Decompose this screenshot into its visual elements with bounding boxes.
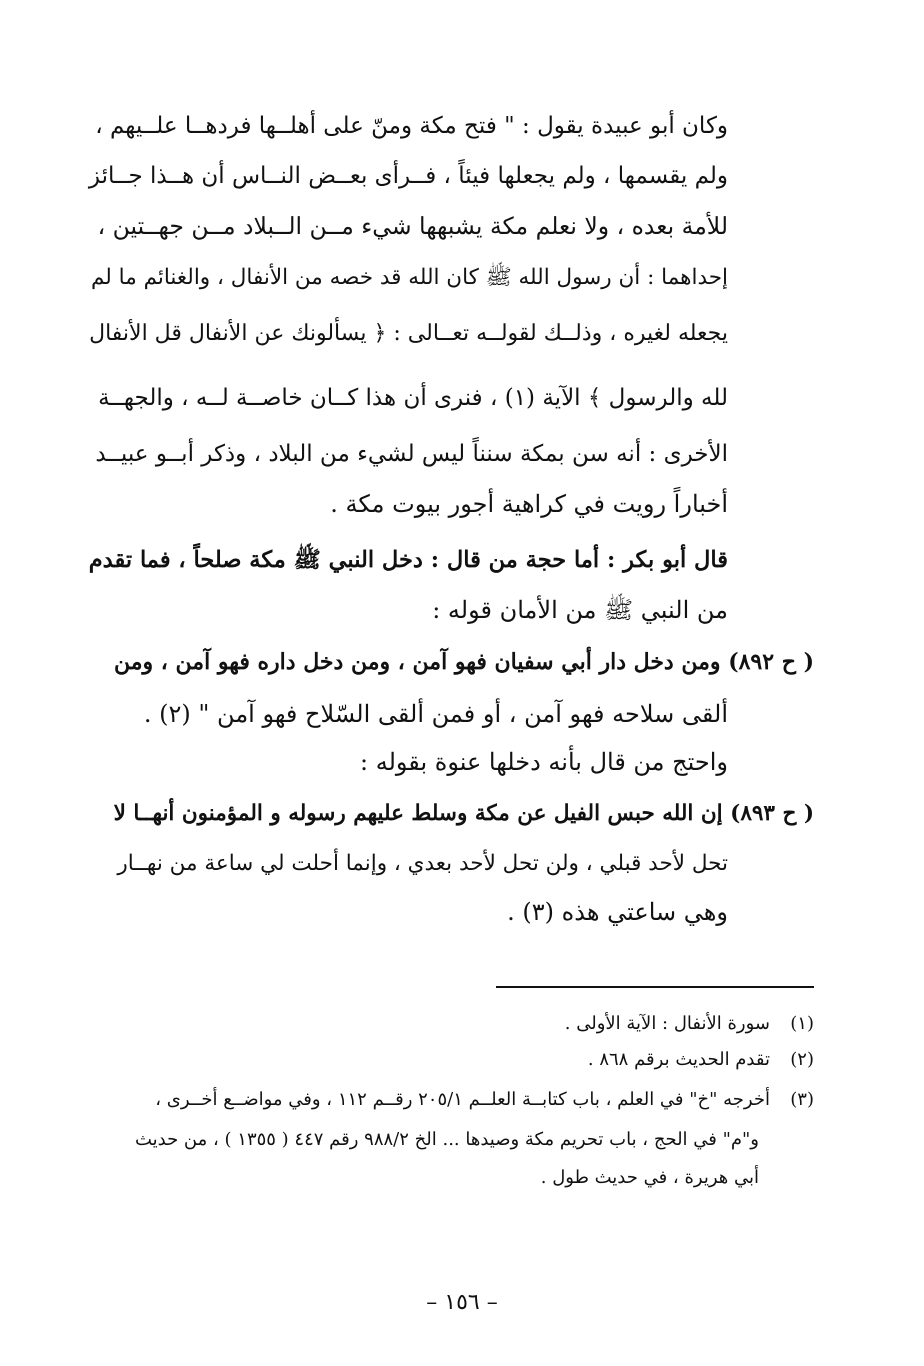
hadith-893-line-2: تحل لأحد قبلي ، ولن تحل لأحد بعدي ، وإنما أحلت لي ساعة من نهــار — [117, 851, 728, 876]
footnote-3 — [102, 1086, 814, 1114]
body-line-4: إحداهما : أن رسول الله ﷺ كان الله قد خصه من الأنفال ، والغنائم ما لم — [90, 265, 728, 290]
hadith-892-line-2: ألقى سلاحه فهو آمن ، أو فمن ألقى السّلاح فهو آمن " (٢) . — [143, 700, 728, 728]
body-line-8: أخباراً رويت في كراهية أجور بيوت مكة . — [330, 490, 728, 518]
footnote-2 — [102, 1046, 814, 1074]
footnote-2-text: تقدم الحديث برقم ٨٦٨ . — [587, 1049, 770, 1070]
body-line-5: يجعله لغيره ، وذلــك لقولــه تعــالى : ﴿ يسألونك عن الأنفال قل الأنفال — [89, 321, 728, 346]
page-number: – ١٥٦ – — [426, 1290, 498, 1315]
footnote-1-number: (١) — [790, 1013, 814, 1034]
body-line-3: للأمة بعده ، ولا نعلم مكة يشبهها شيء مــن الــبلاد مــن جهــتين ، — [97, 212, 728, 240]
footnote-3-number: (٣) — [790, 1089, 814, 1110]
hadith-892-line-1: ( ح ٨٩٢) ومن دخل دار أبي سفيان فهو آمن ، ومن دخل داره فهو آمن ، ومن — [113, 649, 814, 675]
footnote-1 — [102, 1010, 814, 1038]
body-line-1: وكان أبو عبيدة يقول : " فتح مكة ومنّ على أهلــها فردهــا علــيهم ، — [95, 113, 728, 139]
footnote-2-number: (٢) — [790, 1049, 814, 1070]
footnote-3-text: أخرجه "خ" في العلم ، باب كتابــة العلــم ٢٠٥/١ رقــم ١١٢ ، وفي مواضــع أخــرى ، — [155, 1089, 770, 1110]
body-line-10: من النبي ﷺ من الأمان قوله : — [432, 596, 728, 624]
body-line-9: قال أبو بكر : أما حجة من قال : دخل النبي ﷺ مكة صلحاً ، فما تقدم — [88, 547, 728, 573]
body-line-13: واحتج من قال بأنه دخلها عنوة بقوله : — [360, 748, 728, 776]
body-line-2: ولم يقسمها ، ولم يجعلها فيئاً ، فــرأى بعــض النــاس أن هــذا جــائز — [88, 163, 728, 189]
hadith-893-line-3: وهي ساعتي هذه (٣) . — [507, 898, 728, 926]
hadith-893-line-1: ( ح ٨٩٣) إن الله حبس الفيل عن مكة وسلط عليهم رسوله و المؤمنون أنهــا لا — [113, 801, 814, 826]
footnote-1-text: سورة الأنفال : الآية الأولى . — [564, 1013, 770, 1034]
body-line-6: لله والرسول ﴾ الآية (١) ، فنرى أن هذا كــان خاصــة لــه ، والجهــة — [98, 385, 728, 411]
footnote-separator — [496, 986, 814, 988]
body-line-7: الأخرى : أنه سن بمكة سنناً ليس لشيء من البلاد ، وذكر أبــو عبيــد — [95, 441, 728, 467]
footnote-3-continuation-1: و"م" في الحج ، باب تحريم مكة وصيدها ... الخ ٩٨٨/٢ رقم ٤٤٧ ( ١٣٥٥ ) ، من حديث — [134, 1129, 759, 1150]
footnote-3-continuation-2: أبي هريرة ، في حديث طول . — [540, 1167, 759, 1188]
